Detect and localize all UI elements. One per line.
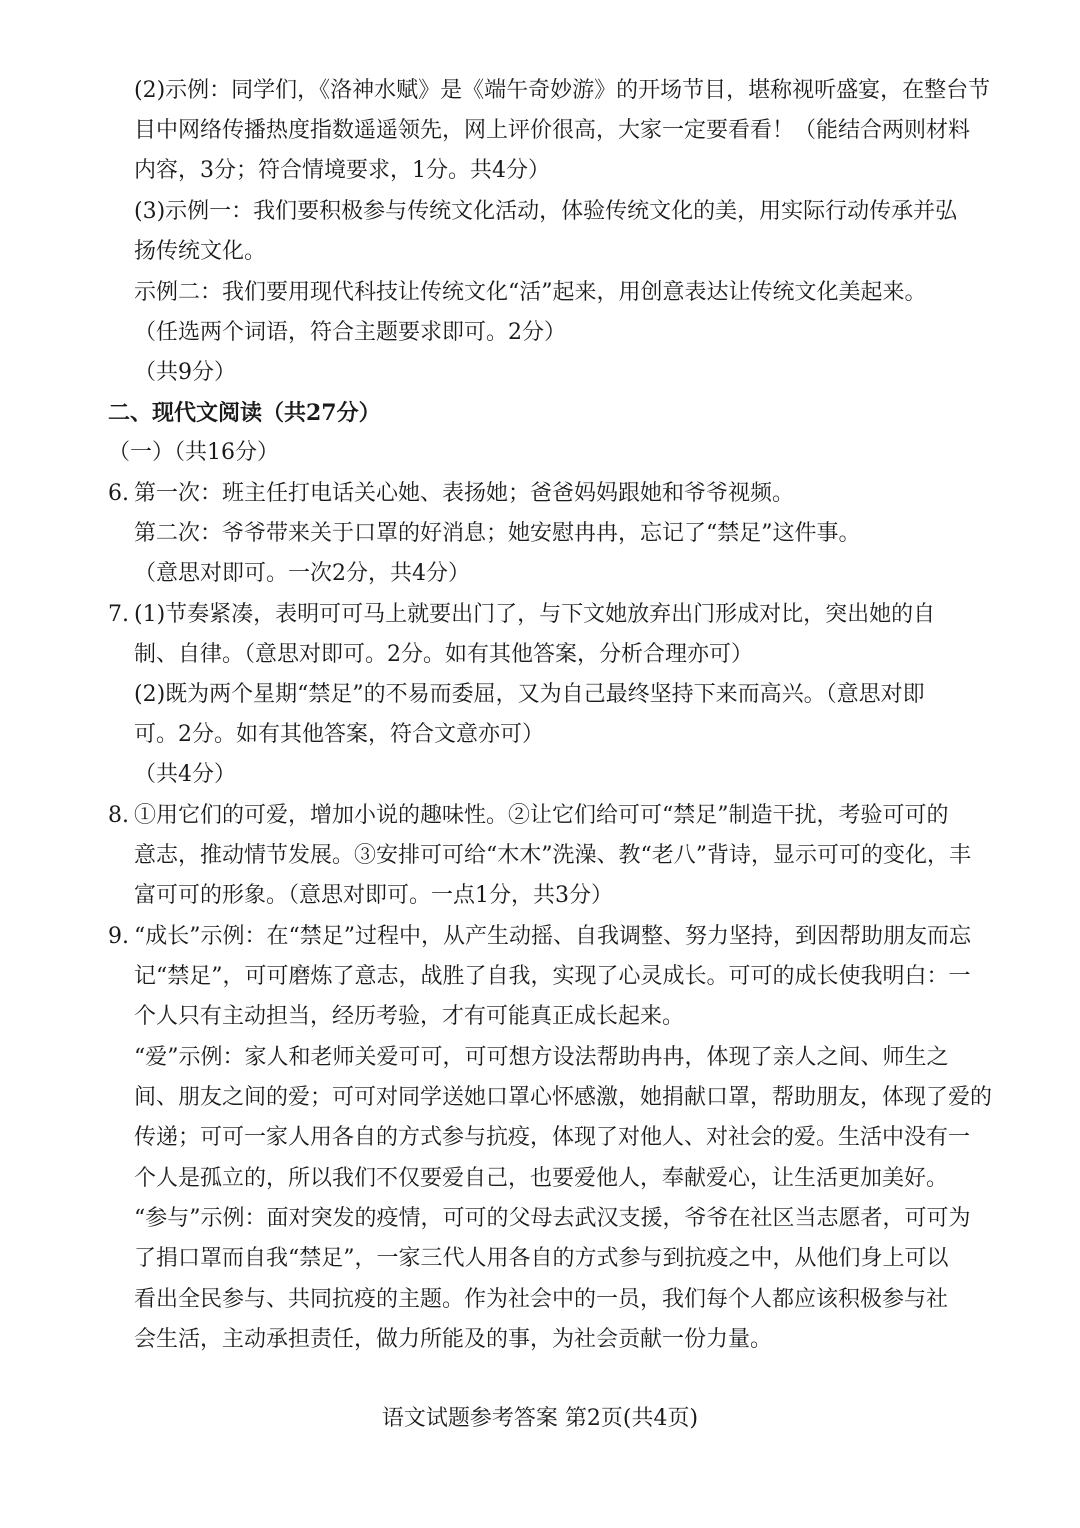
text-line: (2)既为两个星期“禁足”的不易而委屈，又为自己最终坚持下来而高兴。（意思对即 <box>134 682 925 707</box>
text-line: ①用它们的可爱，增加小说的趣味性。②让它们给可可“禁足”制造干扰，考验可可的 <box>134 803 949 828</box>
text-line: 示例二：我们要用现代科技让传统文化“活”起来，用创意表达让传统文化美起来。 <box>134 280 927 305</box>
text-line: （意思对即可。一次2分，共4分） <box>134 561 470 586</box>
text-line: 个人只有主动担当，经历考验，才有可能真正成长起来。 <box>134 1004 685 1029</box>
text-line: 传递；可可一家人用各自的方式参与抗疫，体现了对他人、对社会的爱。生活中没有一 <box>134 1125 971 1150</box>
text-line: 第二次：爷爷带来关于口罩的好消息；她安慰冉冉，忘记了“禁足”这件事。 <box>134 521 861 546</box>
text-line: 富可可的形象。（意思对即可。一点1分，共3分） <box>134 883 613 908</box>
text-line: 第一次：班主任打电话关心她、表扬她；爸爸妈妈跟她和爷爷视频。 <box>134 481 795 506</box>
text-line: 扬传统文化。 <box>134 239 267 264</box>
text-line: “参与”示例：面对突发的疫情，可可的父母去武汉支援，爷爷在社区当志愿者，可可为 <box>134 1206 971 1231</box>
text-line: (1)节奏紧凑，表明可可马上就要出门了，与下文她放弃出门形成对比，突出她的自 <box>134 602 936 627</box>
text-line: 会生活，主动承担责任，做力所能及的事，为社会贡献一份力量。 <box>134 1327 773 1352</box>
text-line: 记“禁足”，可可磨炼了意志，战胜了自我，实现了心灵成长。可可的成长使我明白：一 <box>134 964 971 989</box>
page-footer: 语文试题参考答案 第2页(共4页) <box>381 1406 699 1431</box>
text-line: “成长”示例：在“禁足”过程中，从产生动摇、自我调整、努力坚持，到因帮助朋友而忘 <box>134 924 971 949</box>
question-number: 9. <box>108 924 129 949</box>
question-number: 8. <box>108 803 129 828</box>
text-line: 间、朋友之间的爱；可可对同学送她口罩心怀感激，她捐献口罩，帮助朋友，体现了爱的 <box>134 1085 993 1110</box>
text-line: （任选两个词语，符合主题要求即可。2分） <box>134 320 566 345</box>
question-number: 7. <box>108 602 129 627</box>
text-line: (3)示例一：我们要积极参与传统文化活动，体验传统文化的美，用实际行动传承并弘 <box>134 199 958 224</box>
text-line: 个人是孤立的，所以我们不仅要爱自己，也要爱他人，奉献爱心，让生活更加美好。 <box>134 1166 949 1191</box>
text-line: 可。2分。如有其他答案，符合文意亦可） <box>134 722 544 747</box>
text-line: “爱”示例：家人和老师关爱可可，可可想方设法帮助冉冉，体现了亲人之间、师生之 <box>134 1045 949 1070</box>
text-line: 意志，推动情节发展。③安排可可给“木木”洗澡、教“老八”背诗，显示可可的变化，丰 <box>134 843 971 868</box>
text-line: 看出全民参与、共同抗疫的主题。作为社会中的一员，我们每个人都应该积极参与社 <box>134 1287 949 1312</box>
text-line: 了捐口罩而自我“禁足”，一家三代人用各自的方式参与到抗疫之中，从他们身上可以 <box>134 1246 949 1271</box>
text-line: 制、自律。（意思对即可。2分。如有其他答案，分析合理亦可） <box>134 642 753 667</box>
section-heading: 二、现代文阅读（共27分） <box>108 400 381 426</box>
text-line: 内容，3分；符合情境要求，1分。共4分） <box>134 158 550 183</box>
text-line: （共4分） <box>134 762 236 787</box>
text-line: (2)示例：同学们，《洛神水赋》是《端午奇妙游》的开场节目，堪称视听盛宴，在整台节 <box>134 78 991 103</box>
question-number: 6. <box>108 481 129 506</box>
text-line: （共9分） <box>134 360 236 385</box>
text-line: 目中网络传播热度指数遥遥领先，网上评价很高，大家一定要看看！（能结合两则材料 <box>134 118 971 143</box>
subsection-heading: （一）（共16分） <box>108 440 279 465</box>
